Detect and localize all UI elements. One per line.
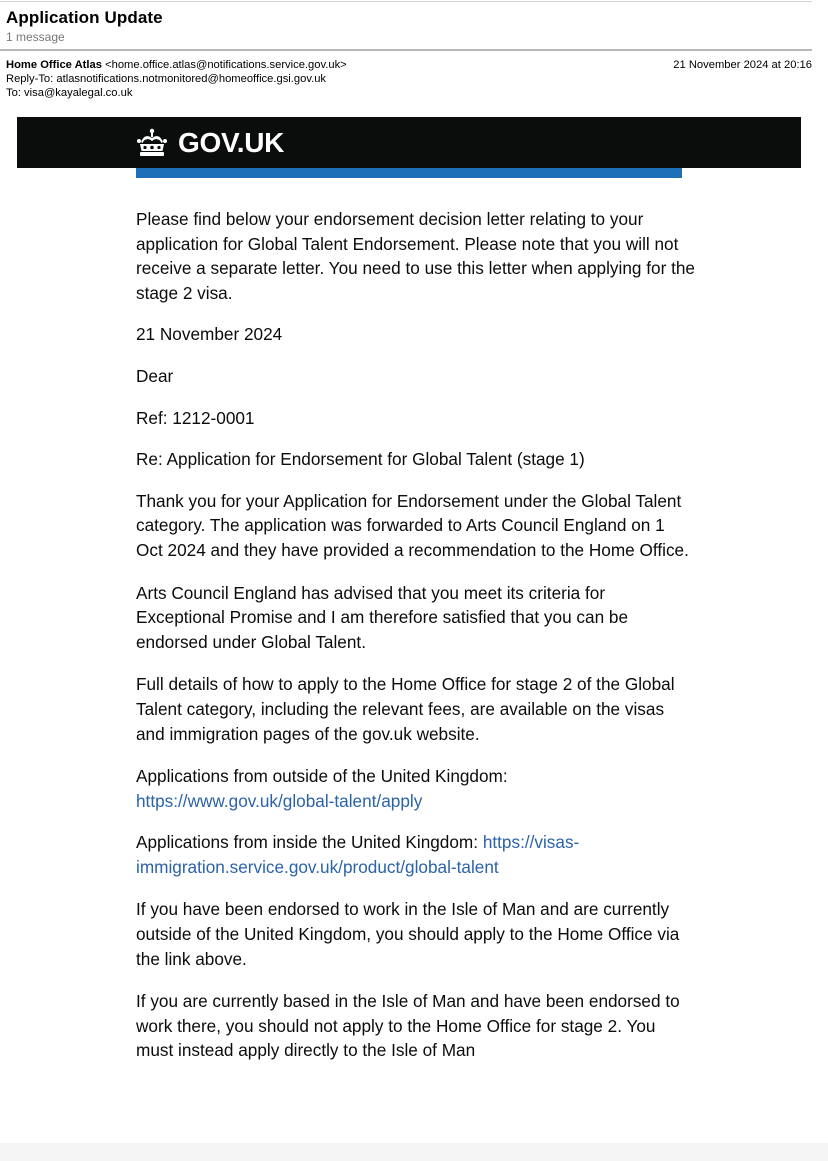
sender-address[interactable]: <home.office.atlas@notifications.service.gov.uk> bbox=[105, 59, 347, 71]
header-accent-bar bbox=[136, 168, 682, 178]
inside-uk-paragraph bbox=[136, 830, 696, 879]
email-date: 21 November 2024 at 20:16 bbox=[673, 59, 812, 71]
inside-uk-label: Applications from inside the United Kingdom: bbox=[136, 832, 479, 853]
crown-icon bbox=[135, 128, 169, 158]
to-label: To: bbox=[6, 87, 21, 99]
govuk-logo[interactable] bbox=[135, 125, 284, 161]
govuk-title: GOV.UK bbox=[178, 127, 285, 158]
inside-uk-link-part2: immigration.service.gov.uk/product/global-talent bbox=[136, 856, 499, 877]
govuk-header-banner bbox=[17, 117, 801, 168]
isle-of-man-outside-paragraph: If you have been endorsed to work in the Isle of Man and are currently outside of the United Kingdom, you should apply to the Home Office via the link above. bbox=[136, 899, 680, 969]
recipient-address[interactable]: visa@kayalegal.co.uk bbox=[24, 87, 133, 99]
outside-uk-link[interactable]: https://www.gov.uk/global-talent/apply bbox=[136, 790, 423, 811]
reference-number: Ref: 1212-0001 bbox=[136, 407, 255, 428]
salutation: Dear bbox=[136, 365, 174, 386]
sender-name: Home Office Atlas bbox=[6, 59, 102, 71]
letter-body bbox=[136, 207, 696, 1080]
email-subject: Application Update bbox=[6, 8, 163, 27]
reply-to-line bbox=[6, 72, 326, 86]
message-count: 1 message bbox=[6, 30, 65, 44]
page-footer-area bbox=[0, 1143, 828, 1161]
decision-paragraph: Arts Council England has advised that you meet its criteria for Exceptional Promise and I am therefore satisfied that you can be endorsed under Global Talent. bbox=[136, 582, 629, 652]
intro-paragraph: Please find below your endorsement decision letter relating to your application for Global Talent Endorsement. Please note that you will not receive a separate letter. You need to use this letter when applying for the stage 2 visa. bbox=[136, 209, 695, 303]
isle-of-man-inside-paragraph: If you are currently based in the Isle of Man and have been endorsed to work there, you should not apply to the Home Office for stage 2. You must instead apply directly to the Isle of Man bbox=[136, 991, 680, 1061]
outside-uk-paragraph bbox=[136, 764, 696, 813]
from-line bbox=[6, 58, 347, 72]
reply-to-label: Reply-To: bbox=[6, 73, 54, 85]
regarding-line: Re: Application for Endorsement for Global Talent (stage 1) bbox=[136, 449, 585, 470]
header-divider bbox=[0, 49, 812, 51]
reply-to-address[interactable]: atlasnotifications.notmonitored@homeoffice.gsi.gov.uk bbox=[56, 73, 327, 85]
thanks-paragraph: Thank you for your Application for Endorsement under the Global Talent category. The application was forwarded to Arts Council England on 1 Oct 2024 and they have provided a recommendation to the Home Office. bbox=[136, 490, 689, 560]
details-paragraph: Full details of how to apply to the Home Office for stage 2 of the Global Talent category, including the relevant fees, are available on the visas and immigration pages of the gov.uk website. bbox=[136, 674, 675, 744]
inside-uk-link-part1: https://visas- bbox=[482, 832, 580, 853]
letter-date: 21 November 2024 bbox=[136, 324, 283, 345]
to-line bbox=[6, 86, 132, 100]
top-divider bbox=[0, 1, 812, 2]
outside-uk-label: Applications from outside of the United Kingdom: bbox=[136, 766, 508, 787]
